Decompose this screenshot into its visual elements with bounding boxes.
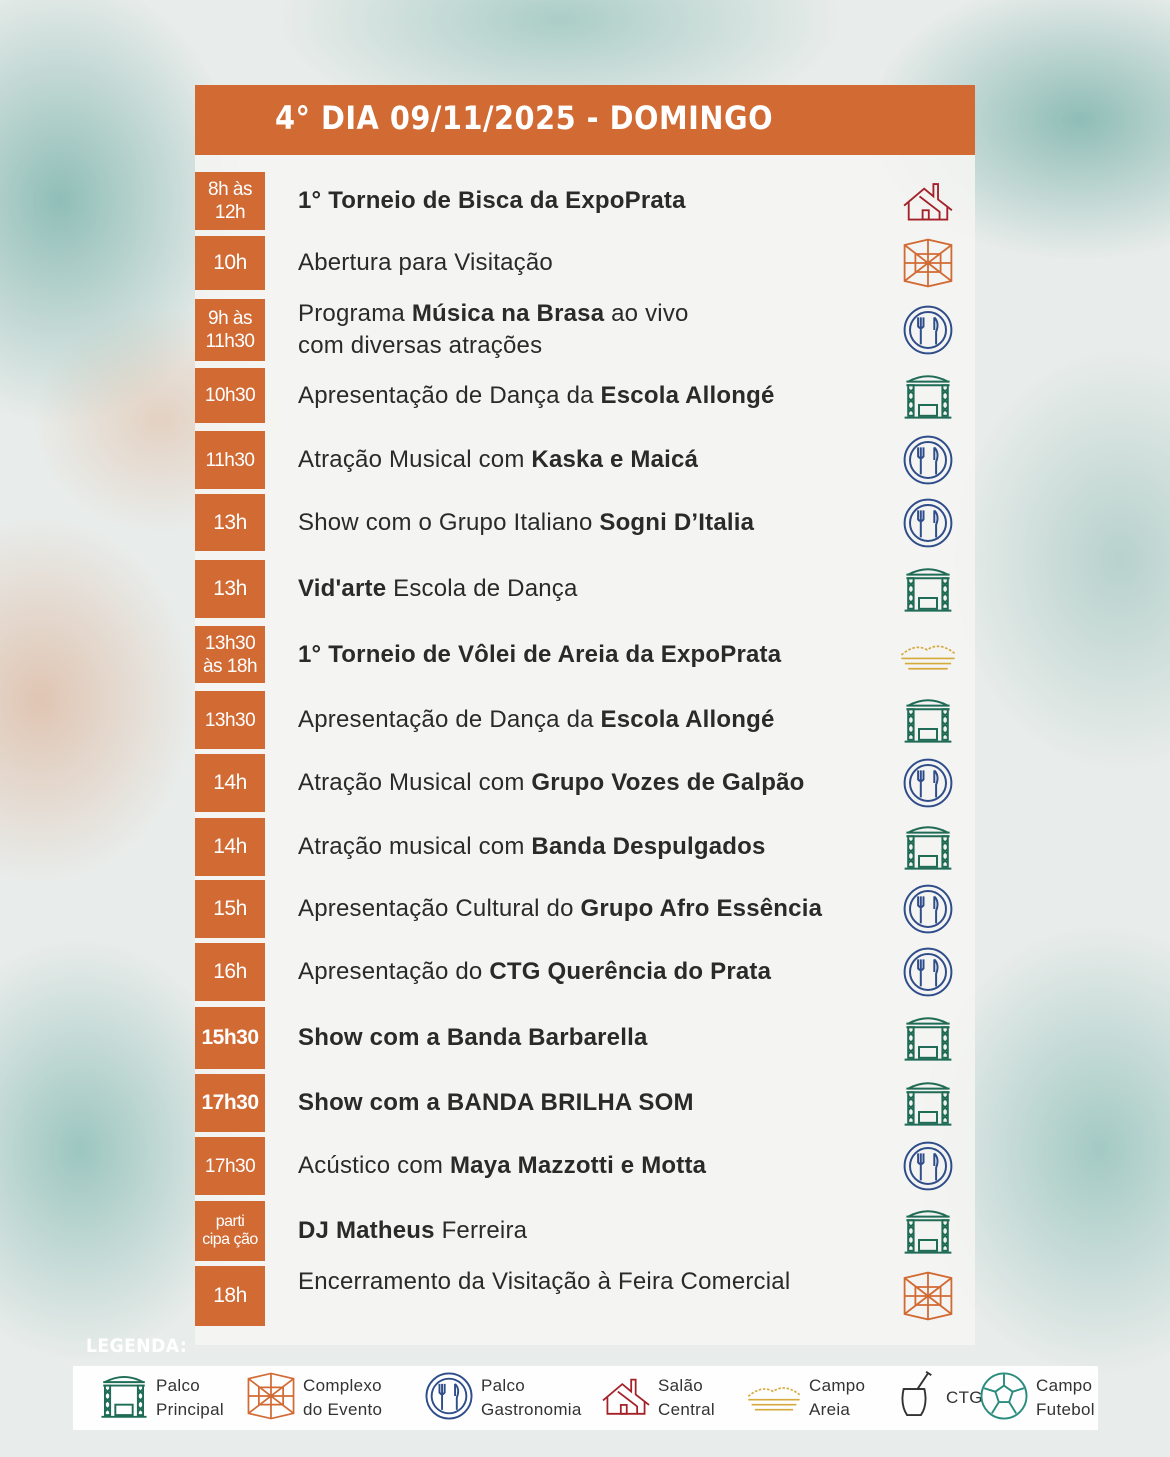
- palco-gastronomia-icon: [895, 494, 961, 551]
- ctg-icon: [888, 1370, 940, 1426]
- legend-item: [423, 1366, 601, 1430]
- event-highlight: CTG Querência do Prata: [489, 958, 772, 985]
- palco-principal-icon: [98, 1370, 150, 1426]
- legend-label: CTG: [946, 1388, 983, 1407]
- event-text: Ferreira: [434, 1217, 528, 1244]
- palco-gastronomia-icon: [423, 1370, 475, 1426]
- time-label: parti cipa ção: [202, 1213, 258, 1248]
- time-label: 8h às 12h: [208, 179, 252, 223]
- event-text: com diversas atrações: [298, 332, 543, 359]
- event-highlight: Vid'arte: [298, 575, 387, 602]
- event-description: [298, 626, 898, 683]
- legend-label: Palco Gastronomia: [481, 1376, 582, 1419]
- time-label: 15h: [213, 897, 247, 920]
- time-badge: [195, 1007, 265, 1069]
- event-description: [298, 299, 898, 361]
- schedule-row: [195, 368, 975, 423]
- time-badge: [195, 494, 265, 551]
- palco-principal-icon: [895, 1007, 961, 1069]
- schedule-row: [195, 880, 975, 938]
- time-label: 17h30: [201, 1091, 259, 1114]
- schedule-row: [195, 1137, 975, 1195]
- time-badge: [195, 236, 265, 290]
- event-highlight: Show com a Banda Barbarella: [298, 1024, 648, 1051]
- event-highlight: Banda Despulgados: [531, 833, 766, 860]
- time-label: 13h: [213, 510, 247, 534]
- time-badge: [195, 1201, 265, 1261]
- event-text: Abertura para Visitação: [298, 249, 553, 276]
- time-label: 16h: [213, 960, 247, 983]
- schedule-row: [195, 1266, 975, 1326]
- legend-item: [98, 1366, 246, 1430]
- time-badge: [195, 1137, 265, 1195]
- event-highlight: Grupo Vozes de Galpão: [531, 769, 805, 796]
- palco-gastronomia-icon: [895, 943, 961, 1001]
- time-badge: [195, 560, 265, 618]
- legend-title: LEGENDA:: [86, 1335, 188, 1357]
- event-text: Escola de Dança: [386, 575, 578, 602]
- time-badge: [195, 368, 265, 423]
- event-text: Apresentação do: [298, 958, 490, 985]
- time-badge: [195, 1074, 265, 1132]
- event-description: [298, 1201, 898, 1261]
- event-highlight: Sogni D’Italia: [599, 508, 755, 536]
- event-description: [298, 1137, 898, 1195]
- schedule-row: [195, 299, 975, 361]
- time-badge: [195, 626, 265, 683]
- palco-gastronomia-icon: [895, 299, 961, 361]
- time-label: 14h: [213, 771, 247, 794]
- event-description: [298, 754, 898, 812]
- legend-label: Palco Principal: [156, 1376, 224, 1419]
- event-description: [298, 560, 898, 618]
- palco-principal-icon: [895, 368, 961, 423]
- schedule-row: [195, 560, 975, 618]
- campo-futebol-icon: [978, 1370, 1030, 1426]
- time-label: 15h30: [201, 1026, 259, 1049]
- time-badge: [195, 431, 265, 489]
- event-highlight: DJ Matheus: [298, 1217, 435, 1244]
- time-label: 9h às 11h30: [205, 308, 255, 352]
- time-label: 10h30: [204, 385, 256, 406]
- schedule-row: [195, 431, 975, 489]
- time-badge: [195, 1266, 265, 1326]
- event-text: ao vivo: [604, 300, 689, 327]
- event-description: [298, 494, 898, 551]
- schedule-row: [195, 236, 975, 290]
- event-highlight: Música na Brasa: [411, 300, 605, 327]
- complexo-evento-icon: [895, 1266, 961, 1326]
- schedule-row: [195, 943, 975, 1001]
- schedule-row: [195, 1007, 975, 1069]
- event-description: [298, 172, 898, 230]
- schedule-row: [195, 626, 975, 683]
- day-title: 4° DIA 09/11/2025 - DOMINGO: [275, 99, 774, 137]
- event-highlight: 1° Torneio de Vôlei de Areia da ExpoPrata: [298, 640, 782, 668]
- legend-item: [245, 1366, 403, 1430]
- time-label: 13h: [213, 577, 247, 600]
- event-text: Programa: [298, 300, 412, 327]
- event-description: [298, 431, 898, 489]
- complexo-evento-icon: [245, 1370, 297, 1426]
- event-text: Atração musical com: [298, 833, 532, 860]
- event-description: [298, 236, 898, 290]
- event-highlight: Escola Allongé: [600, 381, 775, 409]
- time-label: 10h: [213, 251, 247, 274]
- time-badge: [195, 880, 265, 938]
- time-badge: [195, 943, 265, 1001]
- time-badge: [195, 299, 265, 361]
- schedule-row: [195, 1201, 975, 1261]
- event-text: Acústico com: [298, 1152, 450, 1179]
- campo-areia-icon: [745, 1379, 803, 1418]
- palco-principal-icon: [895, 1074, 961, 1132]
- palco-principal-icon: [895, 560, 961, 618]
- event-text: Apresentação de Dança da: [298, 381, 601, 409]
- time-badge: [195, 691, 265, 749]
- event-text: Atração Musical com: [298, 769, 532, 796]
- salao-central-icon: [895, 172, 961, 230]
- event-description: [298, 368, 898, 423]
- legend-label: Campo Futebol: [1036, 1376, 1095, 1419]
- palco-gastronomia-icon: [895, 880, 961, 938]
- schedule-row: [195, 691, 975, 749]
- legend-label: Salão Central: [658, 1376, 715, 1419]
- schedule-row: [195, 494, 975, 551]
- event-text: Show com o Grupo Italiano: [298, 508, 600, 536]
- schedule-row: [195, 754, 975, 812]
- event-description: [298, 943, 898, 1001]
- legend-item: [600, 1366, 738, 1430]
- time-label: 18h: [213, 1284, 247, 1307]
- salao-central-icon: [600, 1370, 652, 1426]
- time-label: 11h30: [205, 449, 255, 471]
- schedule-row: [195, 818, 975, 876]
- time-label: 13h30 às 18h: [202, 632, 258, 677]
- legend-label: Campo Areia: [809, 1376, 866, 1419]
- palco-principal-icon: [895, 818, 961, 876]
- event-highlight: Kaska e Maicá: [531, 446, 699, 473]
- palco-gastronomia-icon: [895, 1137, 961, 1195]
- day-header: [195, 85, 975, 155]
- palco-gastronomia-icon: [895, 754, 961, 812]
- palco-gastronomia-icon: [895, 431, 961, 489]
- event-description: [298, 818, 898, 876]
- event-description: [298, 1266, 898, 1326]
- legend-label: Complexo do Evento: [303, 1376, 383, 1419]
- event-text: Apresentação de Dança da: [298, 706, 601, 733]
- campo-areia-icon: [895, 626, 961, 683]
- event-highlight: Escola Allongé: [600, 706, 775, 733]
- legend-bar: [73, 1366, 1098, 1430]
- palco-principal-icon: [895, 691, 961, 749]
- event-highlight: Grupo Afro Essência: [580, 895, 823, 922]
- schedule-row: [195, 1074, 975, 1132]
- event-description: [298, 880, 898, 938]
- palco-principal-icon: [895, 1201, 961, 1261]
- legend-item: [978, 1366, 1116, 1430]
- event-text: Apresentação Cultural do: [298, 895, 581, 922]
- event-highlight: Show com a BANDA BRILHA SOM: [298, 1089, 694, 1116]
- event-highlight: 1° Torneio de Bisca da ExpoPrata: [298, 187, 686, 214]
- time-label: 14h: [213, 835, 247, 858]
- time-badge: [195, 172, 265, 230]
- time-badge: [195, 818, 265, 876]
- event-description: [298, 1074, 898, 1132]
- event-description: [298, 691, 898, 749]
- event-text: Encerramento da Visitação à Feira Comercial: [298, 1268, 791, 1295]
- event-text: Atração Musical com: [298, 446, 532, 473]
- legend-item: [745, 1366, 879, 1430]
- time-label: 17h30: [204, 1155, 256, 1177]
- event-highlight: Maya Mazzotti e Motta: [449, 1152, 707, 1179]
- schedule-row: [195, 172, 975, 230]
- event-description: [298, 1007, 898, 1069]
- time-label: 13h30: [204, 709, 256, 731]
- time-badge: [195, 754, 265, 812]
- complexo-evento-icon: [895, 236, 961, 290]
